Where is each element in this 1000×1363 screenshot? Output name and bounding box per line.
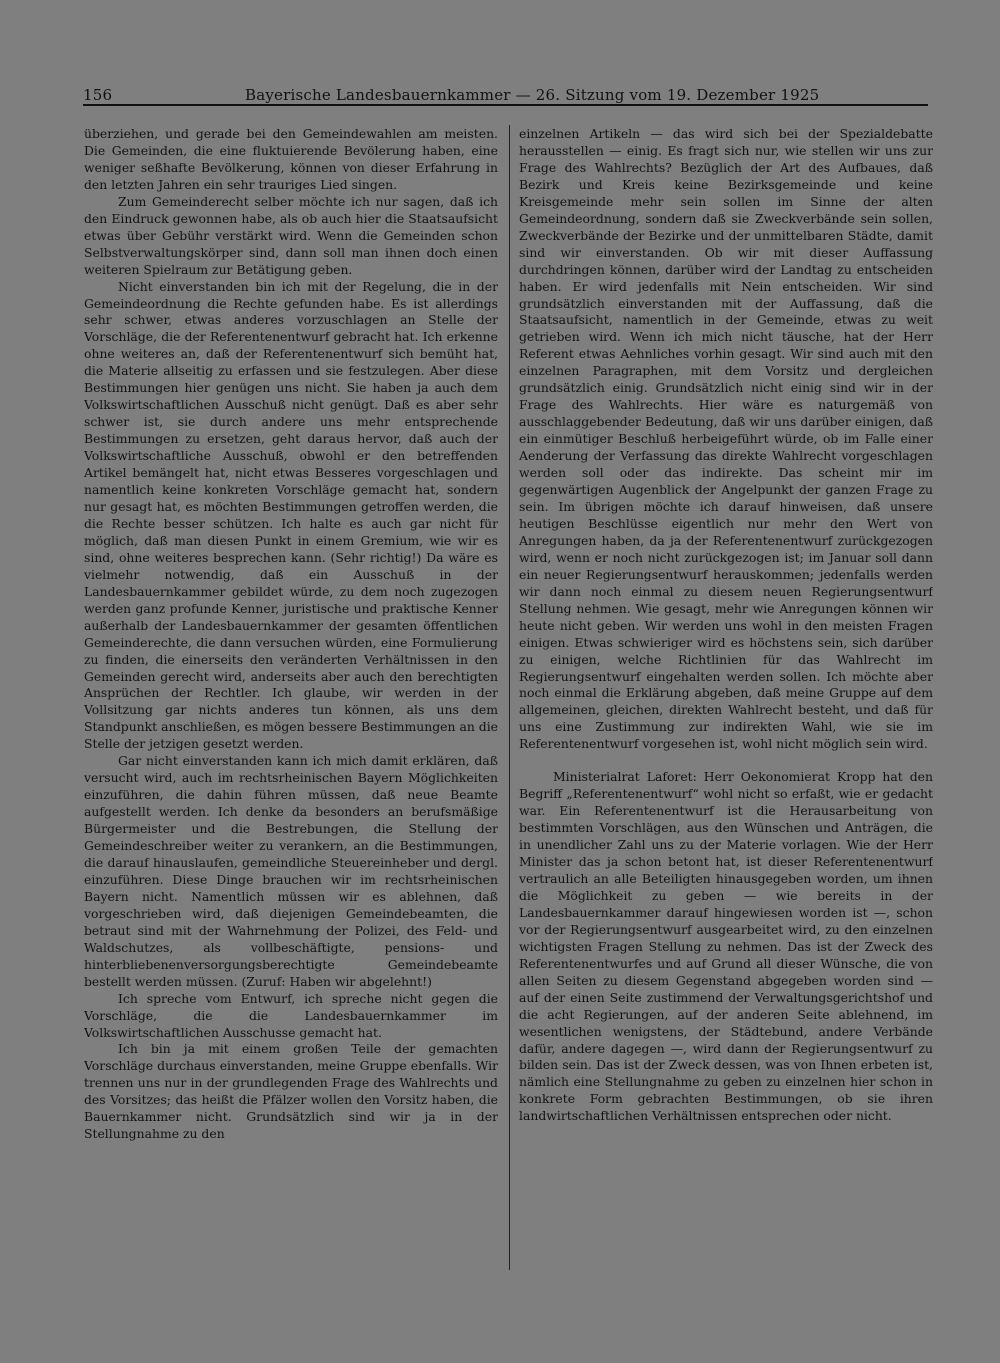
paragraph: einzelnen Artikeln — das wird sich bei der Spezialdebatte herausstellen — einig. Es fragt sich nur, wie stellen wir uns zur Frage des Wahlrechts? Bezüglich der Art des Aufbaues, daß Bezirk und Kreis keine Bezirksgemeinde und keine Kreisgemeinde mehr sein sollen im Sinne der alten Gemeindeordnung, sondern daß sie Zweckverbände sein sollen, Zweckverbände der Bezirke und der unmittelbaren Städte, damit sind wir einverstanden. Ob wir mit dieser Auffassung durchdringen können, darüber wird der Landtag zu entscheiden haben. Er wird jedenfalls mit Nein entscheiden. Wir sind grundsätzlich einverstanden mit der Auffassung, daß die Staatsaufsicht, namentlich in der Gemeinde, etwas zu weit getrieben wird. Wenn ich mich nicht täusche, hat der Herr Referent etwas Aehnliches vorhin gesagt. Wir sind auch mit den einzelnen Paragraphen, mit dem Vorsitz und dergleichen grundsätzlich einig. Grundsätzlich nicht einig sind wir in der Frage des Wahlrechts. Hier wäre es naturgemäß von ausschlaggebender Bedeutung, daß wir uns darüber einigen, daß ein einmütiger Beschluß herbeigeführt würde, ob im Falle einer Aenderung der Verfassung das direkte Wahlrecht vorgeschlagen werden soll oder das indirekte. Das scheint mir im gegenwärtigen Augenblick der Angelpunkt der ganzen Frage zu sein. Im übrigen möchte ich darauf hinweisen, daß unsere heutigen Beschlüsse eigentlich nur mehr den Wert von Anregungen haben, da ja der Referentenentwurf zurückgezogen wird, wenn er noch nicht zurückgezogen ist; im Januar soll dann ein neuer Regierungsentwurf herauskommen; jedenfalls werden wir dann noch einmal zu diesem neuen Regierungsentwurf Stellung nehmen. Wie gesagt, mehr wie Anregungen können wir heute nicht geben. Wir werden uns wohl in den meisten Fragen einigen. Etwas schwieriger wird es höchstens sein, sich darüber zu einigen, welche Richtlinien für das Wahlrecht im Regierungsentwurf eingehalten werden sollen. Ich möchte aber noch einmal die Erklärung abgeben, daß meine Gruppe auf dem allgemeinen, gleichen, direkten Wahlrecht besteht, und daß für uns eine Zustimmung zur indirekten Wahl, wie sie im Referentenentwurf vorgesehen ist, wohl nicht möglich sein wird.	[519, 126, 933, 752]
paragraph: überziehen, und gerade bei den Gemeindewahlen am meisten. Die Gemeinden, die eine fluktuierende Bevölerung haben, eine weniger seßhafte Bevölkerung, können von dieser Erfahrung in den letzten Jahren ein sehr trauriges Lied singen.	[84, 126, 498, 192]
paragraph: Gar nicht einverstanden kann ich mich damit erklären, daß versucht wird, auch im rechtsrheinischen Bayern Möglichkeiten einzuführen, die dahin führen müssen, daß neue Beamte aufgestellt werden. Ich denke da besonders an berufsmäßige Bürgermeister und die Bestrebungen, die Stellung der Gemeindeschreiber weiter zu verankern, an die Bestimmungen, die darauf hinauslaufen, gemeindliche Steuereinheber und dergl. einzuführen. Diese Dinge brauchen wir im rechtsrheinischen Bayern nicht. Namentlich müssen wir es ablehnen, daß vorgeschrieben wird, daß diejenigen Gemeindebeamten, die betraut sind mit der Wahrnehmung der Polizei, des Feld- und Waldschutzes, als vollbeschäftigte, pensions- und hinterbliebenenversorgungsberechtigte Gemeindebeamte bestellt werden müssen. (Zuruf: Haben wir abgelehnt!)	[84, 753, 498, 989]
column-divider	[509, 125, 510, 1270]
paragraph: Ministerialrat Laforet: Herr Oekonomierat Kropp hat den Begriff „Referentenentwurf“ wohl nicht so erfaßt, wie er gedacht war. Ein Referentenentwurf ist die Herausarbeitung von bestimmten Vorschlägen, aus den Wünschen und Anträgen, die in unendlicher Zahl uns zu der Materie vorlagen. Wie der Herr Minister das ja schon betont hat, ist dieser Referentenentwurf vertraulich an alle Beteiligten hinausgegeben worden, um ihnen die Möglichkeit zu geben — wie bereits in der Landesbauernkammer darauf hingewiesen worden ist —, schon vor der Regierungsentwurf ausgearbeitet wird, zu den einzelnen wichtigsten Fragen Stellung zu nehmen. Das ist der Zweck des Referentenentwurfes und auf Grund all dieser Wünsche, die von allen Seiten zu diesem Gegenstand abgegeben worden sind — auf der einen Seite zustimmend der Verwaltungsgerichtshof und die acht Regierungen, auf der anderen Seite ablehnend, im wesentlichen wenigstens, der Städtebund, andere Verbände dafür, andere dagegen —, wird dann der Regierungsentwurf zu bilden sein. Das ist der Zweck dessen, was von Ihnen erbeten ist, nämlich eine Stellungnahme zu geben zu einzelnen hier schon in konkrete Form gebrachten Bestimmungen, ob sie ihren landwirtschaftlichen Verhältnissen entsprechen oder nicht.	[519, 769, 933, 1124]
paragraph: Zum Gemeinderecht selber möchte ich nur sagen, daß ich den Eindruck gewonnen habe, als ob auch hier die Staatsaufsicht etwas über Gebühr verstärkt wird. Wenn die Gemeinden schon Selbstverwaltungskörper sind, dann soll man ihnen doch einen weiteren Spielraum zur Betätigung geben.	[84, 193, 498, 277]
paragraph: Nicht einverstanden bin ich mit der Regelung, die in der Gemeindeordnung die Rechte gefunden habe. Es ist allerdings sehr schwer, etwas anderes vorzuschlagen an Stelle der Vorschläge, die der Referentenentwurf gebracht hat. Ich erkenne ohne weiteres an, daß der Referentenentwurf sich bemüht hat, die Materie allseitig zu erfassen und sie festzulegen. Aber diese Bestimmungen hier genügen uns nicht. Sie haben ja auch dem Volkswirtschaftlichen Ausschuß nicht genügt. Daß es aber sehr schwer ist, sie durch andere uns mehr entsprechende Bestimmungen zu ersetzen, geht daraus hervor, daß auch der Volkswirtschaftliche Ausschuß, obwohl er den betreffenden Artikel bemängelt hat, nicht etwas Besseres vorgeschlagen und namentlich keine konkreten Vorschläge gemacht hat, sondern nur gesagt hat, es möchten Bestimmungen getroffen werden, die die Rechte besser schützen. Ich halte es auch gar nicht für möglich, daß man diesen Punkt in einem Gremium, wie wir es sind, ohne weiteres besprechen kann. (Sehr richtig!) Da wäre es vielmehr notwendig, daß ein Ausschuß in der Landesbauernkammer gebildet würde, zu dem noch zugezogen werden ganz profunde Kenner, juristische und praktische Kenner außerhalb der Landesbauernkammer der gesamten öffentlichen Gemeinderechte, die dann versuchen würden, eine Formulierung zu finden, die einerseits den veränderten Verhältnissen in den Gemeinden gerecht wird, anderseits aber auch den berechtigten Ansprüchen der Rechtler. Ich glaube, wir werden in der Vollsitzung gar nichts anderes tun können, als uns dem Standpunkt anschließen, es mögen bessere Bestimmungen an die Stelle der jetzigen gesetzt werden.	[84, 278, 498, 752]
left-column	[84, 126, 498, 1276]
running-head: Bayerische Landesbauernkammer — 26. Sitzung vom 19. Dezember 1925	[245, 86, 820, 104]
paragraph: Ich spreche vom Entwurf, ich spreche nicht gegen die Vorschläge, die die Landesbauernkammer im Volkswirtschaftlichen Ausschusse gemacht hat.	[84, 990, 498, 1040]
header-rule	[83, 104, 928, 106]
right-column	[519, 126, 933, 1276]
page-header	[83, 84, 820, 106]
page-number: 156	[83, 86, 113, 104]
paragraph: Ich bin ja mit einem großen Teile der gemachten Vorschläge durchaus einverstanden, meine Gruppe ebenfalls. Wir trennen uns nur in der grundlegenden Frage des Wahlrechts und des Vorsitzes; das heißt die Pfälzer wollen den Vorsitz haben, die Bauernkammer nicht. Grundsätzlich sind wir ja in der Stellungnahme zu den	[84, 1041, 498, 1142]
